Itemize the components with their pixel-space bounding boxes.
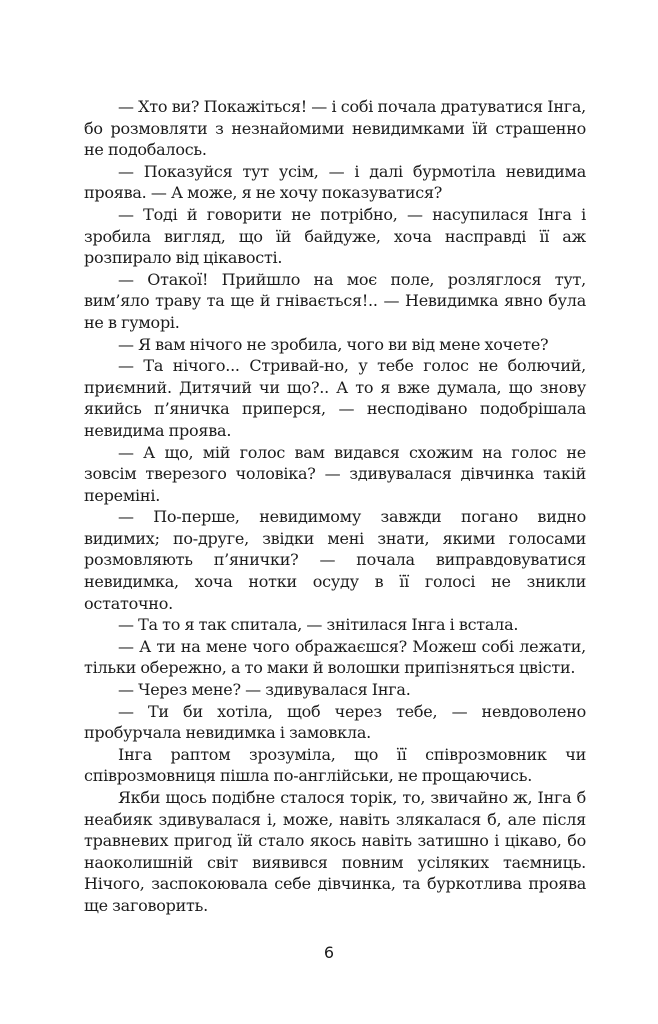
paragraph: — Ти би хотіла, щоб через тебе, — невдоволено пробурчала невидимка і замовкла. [84, 701, 586, 743]
page-number: 6 [323, 943, 335, 962]
paragraph: — Отакої! Прийшло на моє поле, розляглося тут, вим’яло траву та ще й гнівається!.. — Невидимка явно була не в гуморі. [84, 269, 586, 332]
paragraph: — А що, мій голос вам видався схожим на голос не зовсім тверезого чоловіка? — здивувалася дівчинка такій переміні. [84, 442, 586, 505]
paragraph: Якби щось подібне сталося торік, то, звичайно ж, Інга б неабияк здивувалася і, може, навіть злякалася б, але після травневих пригод їй стало якось навіть затишно і цікаво, бо наоколишній світ виявився повним усіляких таємниць. Нічого, заспокоювала себе дівчинка, та буркотлива проява ще заговорить. [84, 788, 586, 915]
body-text [84, 96, 586, 917]
paragraph: — А ти на мене чого ображаєшся? Можеш собі лежати, тільки обережно, а то маки й волошки припізняться цвісти. [84, 636, 586, 678]
paragraph: Інга раптом зрозуміла, що її співрозмовник чи співрозмовниця пішла по-англійськи, не прощаючись. [84, 744, 586, 786]
paragraph: — Тоді й говорити не потрібно, — насупилася Інга і зробила вигляд, що їй байдуже, хоча насправді її аж розпирало від цікавості. [84, 204, 586, 268]
paragraph: — Через мене? — здивувалася Інга. [118, 680, 411, 700]
paragraph: — Показуйся тут усім, — і далі бурмотіла невидима проява. — А може, я не хочу показуватися? [84, 161, 586, 203]
paragraph: — Та нічого... Стривай-но, у тебе голос не болючий, приємний. Дитячий чи що?.. А то я вже думала, що знову якийсь п’яничка приперся, — несподівано подобрішала невидима проява. [84, 356, 586, 440]
paragraph: — Хто ви? Покажіться! — і собі почала дратуватися Інга, бо розмовляти з незнайомими невидимками їй страшенно не подобалось. [84, 97, 586, 160]
paragraph: — Я вам нічого не зробила, чого ви від мене хочете? [118, 334, 549, 354]
paragraph: — Та то я так спитала, — знітилася Інга і встала. [118, 615, 519, 635]
paragraph: — По-перше, невидимому завжди погано видно видимих; по-друге, звідки мені знати, якими голосами розмовляють п’янички? — почала виправдовуватися невидимка, хоча нотки осуду в її голосі не зникли остаточно. [84, 507, 586, 613]
